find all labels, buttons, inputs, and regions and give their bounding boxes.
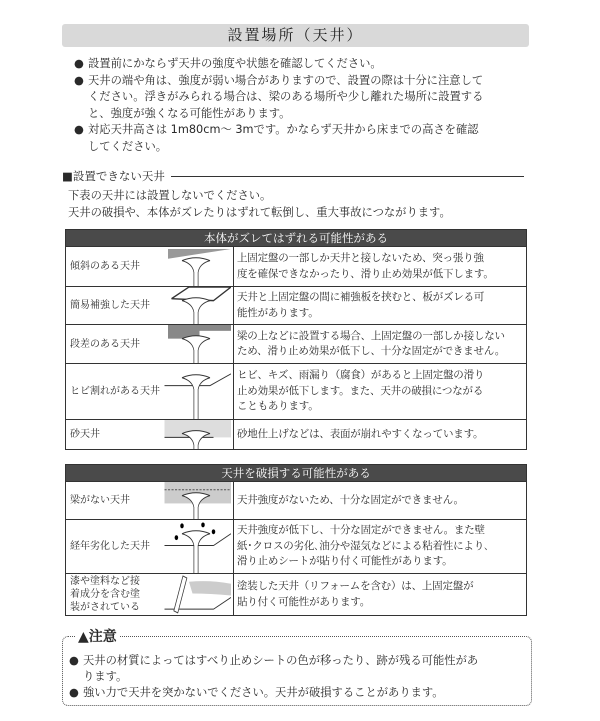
desc-line: 塗装した天井（リフォームを含む）は、上固定盤が <box>237 580 474 592</box>
desc-line: 度を確保できなかったり、滑り止め効果が低下します。 <box>237 267 494 280</box>
row-description <box>234 247 526 286</box>
bullet-list <box>74 56 544 155</box>
bullet-icon: ● <box>74 57 84 70</box>
table-header: 天井を破損する可能性がある <box>66 465 526 481</box>
row-label-text <box>70 385 160 398</box>
desc-line: こともあります。 <box>237 400 319 413</box>
caution-line <box>69 669 478 685</box>
bullet-icon: ● <box>69 654 79 667</box>
bullet-icon <box>69 669 83 685</box>
intro-text <box>68 188 451 221</box>
ceiling-illustration <box>161 574 231 615</box>
row-description <box>234 325 526 363</box>
row-description <box>234 364 526 419</box>
table-row <box>66 419 526 449</box>
row-description <box>234 482 526 519</box>
label-line: 漆や塗料など接 <box>70 576 140 587</box>
bullet-line <box>74 122 544 139</box>
bullet-icon: ● <box>69 686 79 699</box>
table-row <box>66 481 526 519</box>
bullet-text: 設置前にかならず天井の強度や状態を確認してください。 <box>88 57 382 70</box>
desc-line: 天井強度が低下し、十分な固定ができません。また壁 <box>237 524 485 537</box>
bullet-line <box>74 73 544 90</box>
label-line: 着成分を含む塗 <box>70 589 140 600</box>
desc-line: 滑り止めシートが貼り付く可能性があります。 <box>237 555 453 568</box>
caution-box <box>62 629 532 706</box>
label-line: 傾斜のある天井 <box>70 261 140 272</box>
desc-line: 天井強度がないため、十分な固定ができません。 <box>237 493 464 506</box>
bullet-text: 天井の端や角は、強度が弱い場合がありますので、設置の際は十分に注意して <box>88 73 484 87</box>
desc-line: ため、滑り止め効果が低下し、十分な固定ができません。 <box>237 345 506 357</box>
bullet-icon <box>74 89 88 106</box>
label-line: 簡易補強した天井 <box>70 300 150 311</box>
table-row <box>66 519 526 573</box>
caution-line <box>69 685 478 701</box>
label-line: 段差のある天井 <box>70 338 140 350</box>
desc-line: 能性があります。 <box>237 306 319 319</box>
ceiling-illustration <box>161 325 231 363</box>
intro-line: 下表の天井には設置しないでください。 <box>68 189 272 202</box>
desc-line: ヒビ、キズ、雨漏り（腐食）があると上固定盤の滑り <box>237 369 485 382</box>
bullet-line <box>74 89 544 106</box>
row-label <box>66 482 234 519</box>
ceiling-illustration <box>161 520 231 573</box>
bullet-text: 対応天井高さは 1m80cm～ 3mです。かならず天井から床までの高さを確認 <box>88 123 479 136</box>
section-title: ■設置できない天井 <box>62 169 165 183</box>
row-label-text <box>70 260 140 273</box>
desc-line: 天井と上固定盤の間に補強板を挟むと、板がズレる可 <box>237 291 485 303</box>
caution-title <box>75 626 120 646</box>
ceiling-illustration <box>161 420 231 449</box>
warning-triangle-icon: ▲ <box>78 629 89 645</box>
caution-text: 天井の材質によってはすべり止めシートの色が移ったり、跡が残る可能性があ <box>83 654 479 667</box>
table-slip-risk <box>65 229 527 450</box>
bullet-icon <box>74 139 88 156</box>
row-label <box>66 574 234 615</box>
bullet-icon: ● <box>74 73 84 87</box>
bullet-icon <box>74 106 88 123</box>
row-label-text <box>70 299 150 312</box>
table-header: 本体がズレてはずれる可能性がある <box>66 230 526 246</box>
divider <box>171 176 524 177</box>
table-row <box>66 286 526 324</box>
row-description <box>234 520 526 573</box>
label-line: 装がされている <box>70 602 140 613</box>
table-row <box>66 246 526 286</box>
bullet-line <box>74 56 544 73</box>
table-row <box>66 363 526 419</box>
row-label <box>66 520 234 573</box>
section-heading <box>62 168 524 184</box>
row-label <box>66 325 234 363</box>
row-label <box>66 287 234 324</box>
label-line: 経年劣化した天井 <box>70 541 150 552</box>
caution-title-text: 注意 <box>88 629 117 645</box>
label-line: ヒビ割れがある天井 <box>70 386 160 397</box>
caution-text: ります。 <box>83 670 128 683</box>
desc-line: 上固定盤の一部しか天井と接しないため、突っ張り強 <box>237 252 484 264</box>
desc-line: 砂地仕上げなどは、表面が崩れやすくなっています。 <box>237 427 484 440</box>
bullet-text: してください。 <box>88 139 168 153</box>
table-ceiling-damage <box>65 464 527 616</box>
label-line: 砂天井 <box>70 429 100 440</box>
bullet-text: ください。浮きがみられる場合は、梁のある場所や少し離れた場所に設置する <box>88 90 484 103</box>
table-row <box>66 324 526 363</box>
bullet-line <box>74 106 544 123</box>
row-label <box>66 420 234 449</box>
page-title: 設置場所（天井） <box>62 24 529 47</box>
ceiling-illustration <box>161 287 231 324</box>
caution-text: 強い力で天井を突かないでください。天井が破損することがあります。 <box>83 686 444 699</box>
row-label-text <box>70 494 130 507</box>
row-label-text <box>70 540 150 553</box>
row-label <box>66 364 234 419</box>
bullet-line <box>74 139 544 156</box>
desc-line: 貼り付く可能性があります。 <box>237 595 371 608</box>
row-description <box>234 287 526 324</box>
table-row <box>66 573 526 615</box>
row-description <box>234 420 526 449</box>
row-label-text <box>70 338 140 351</box>
desc-line: 止め効果が低下します。また、天井の破損につながる <box>237 384 484 397</box>
caution-line <box>69 653 478 669</box>
bullet-icon: ● <box>74 123 84 136</box>
row-description <box>234 574 526 615</box>
ceiling-illustration <box>161 247 231 286</box>
desc-line: 紙･クロスの劣化､油分や湿気などによる粘着性により､ <box>237 539 490 552</box>
ceiling-illustration <box>161 482 231 519</box>
ceiling-illustration <box>161 364 231 419</box>
bullet-text: と、強度が強くなる可能性があります。 <box>88 106 291 120</box>
row-label <box>66 247 234 286</box>
row-label-text <box>70 428 100 441</box>
desc-line: 梁の上などに設置する場合、上固定盤の一部しか接しない <box>237 329 505 342</box>
row-label-text <box>70 575 140 614</box>
intro-line: 天井の破損や、本体がズレたりはずれて転倒し、重大事故につながります。 <box>68 205 451 219</box>
label-line: 梁がない天井 <box>70 495 130 506</box>
